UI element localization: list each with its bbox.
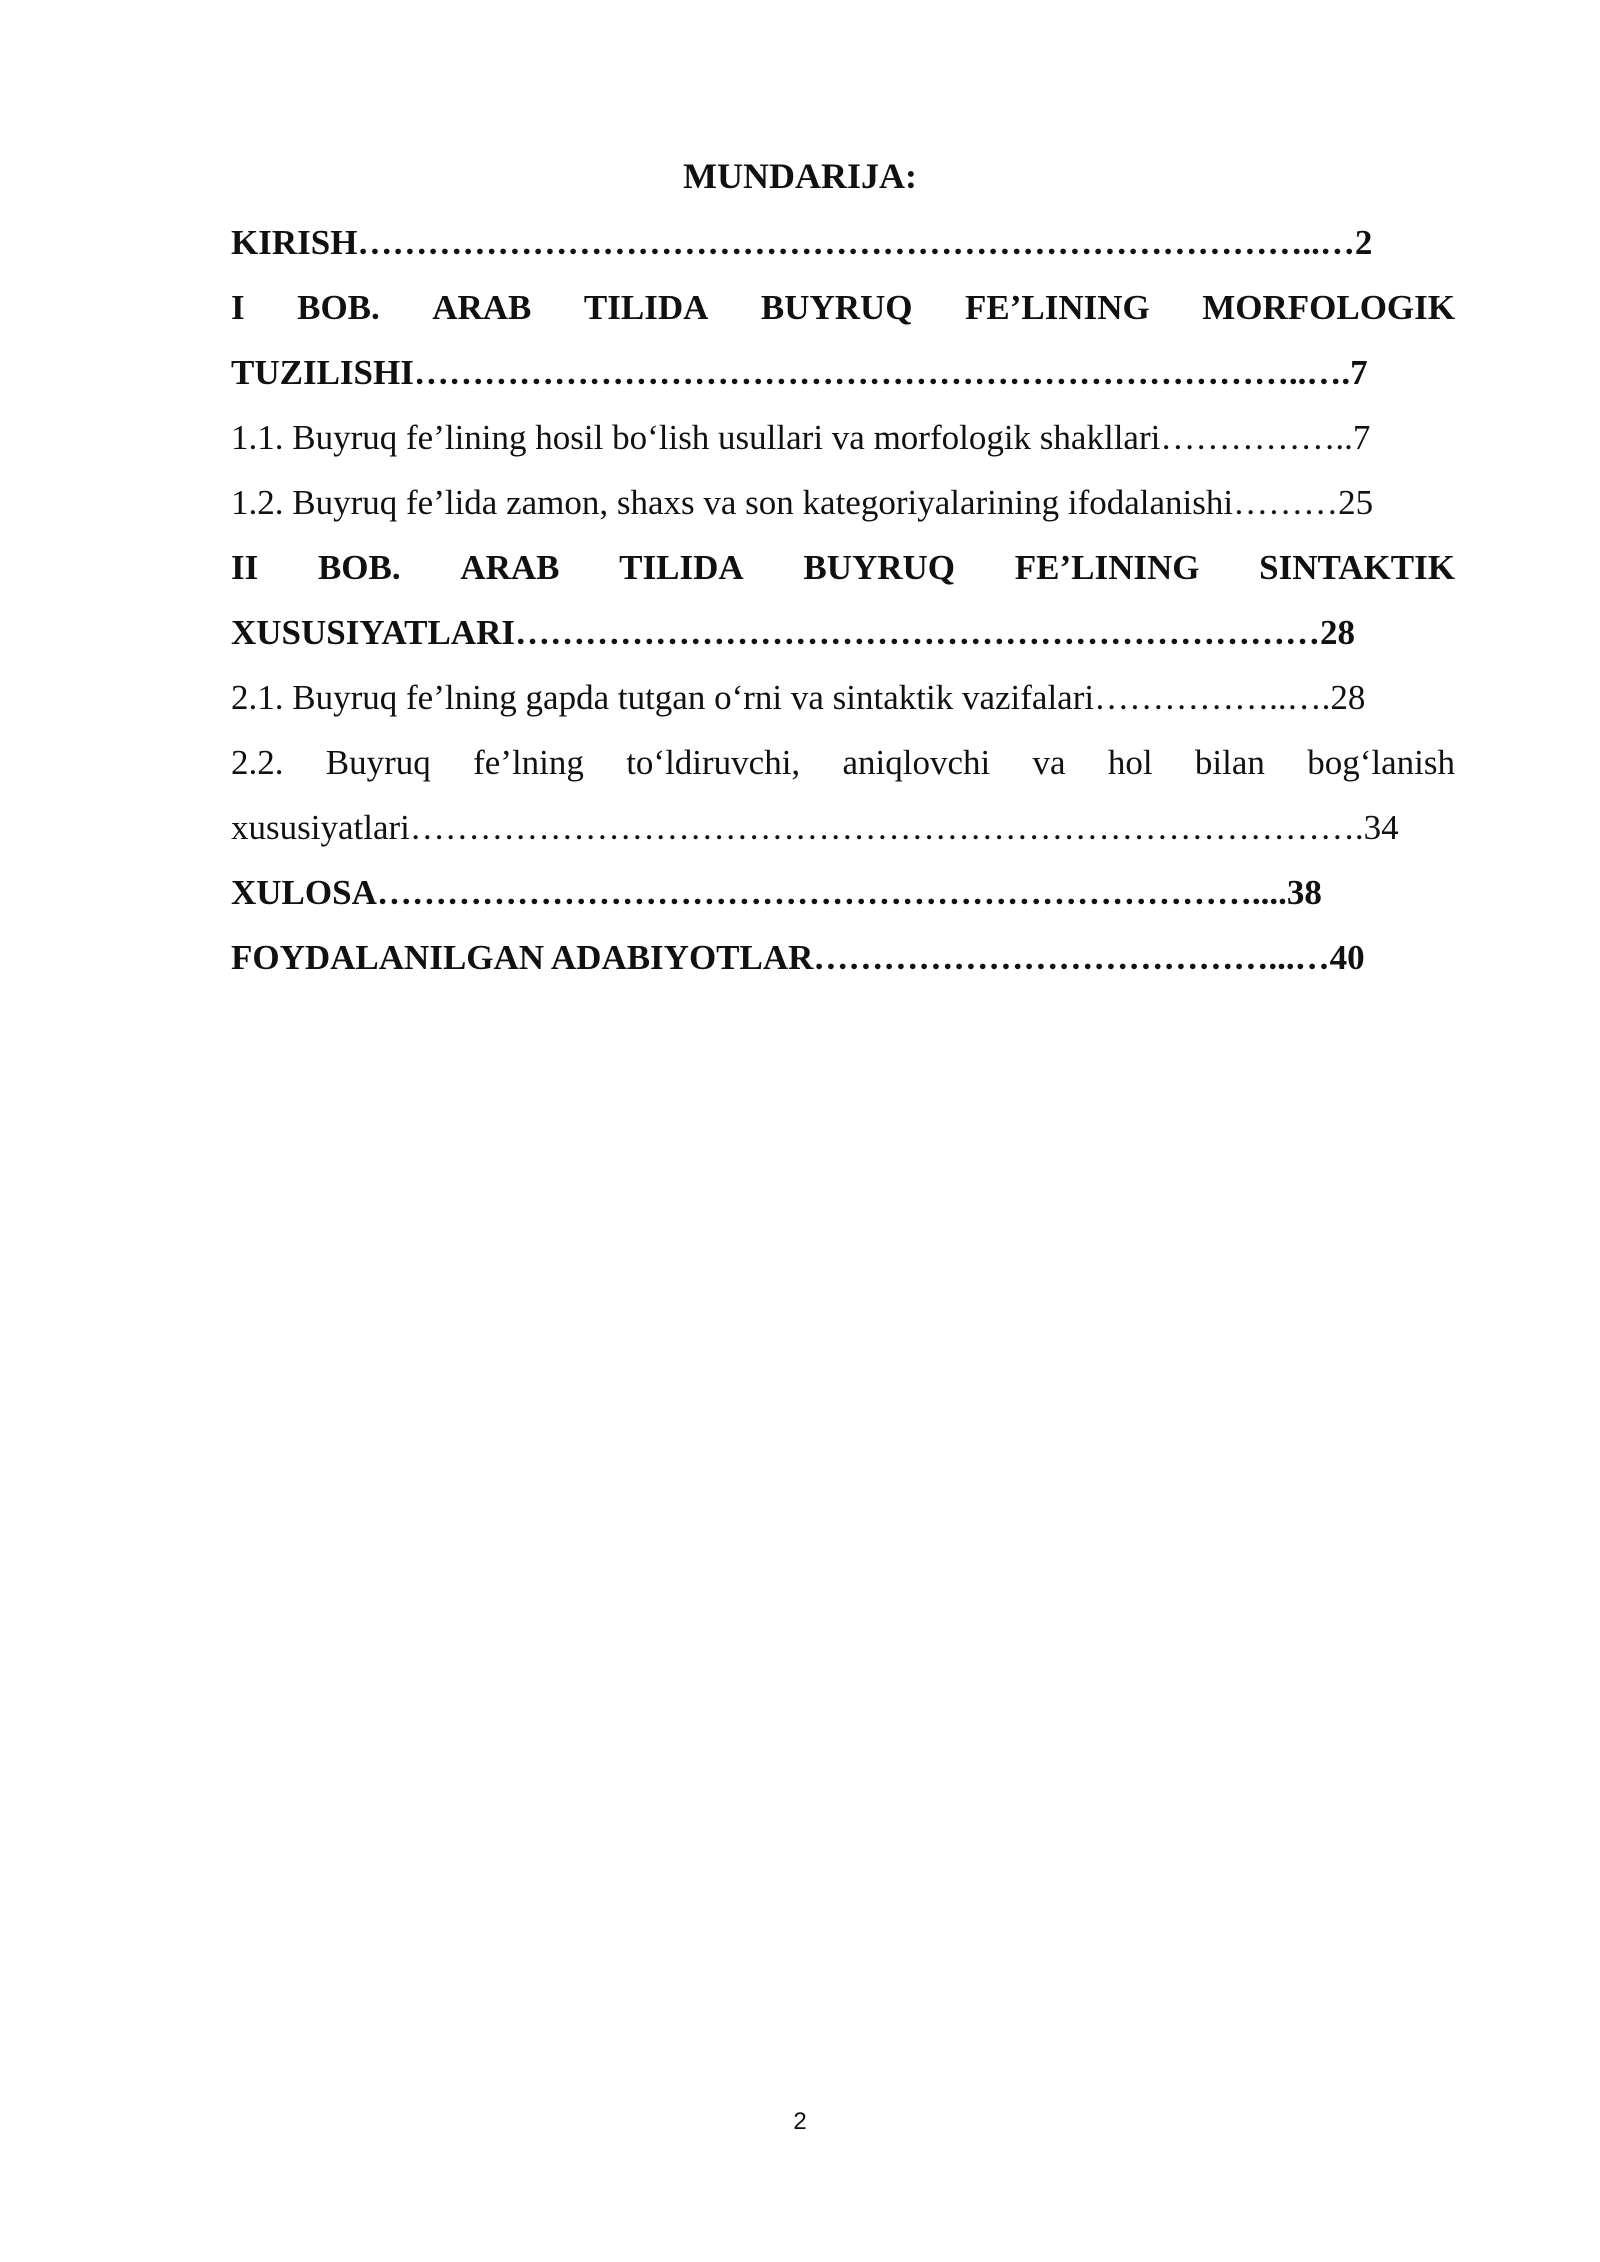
toc-word: fe’lning bbox=[473, 743, 584, 782]
toc-word: FE’LINING bbox=[965, 288, 1150, 327]
toc-entry-references: FOYDALANILGAN ADABIYOTLAR…………………………………...…40 bbox=[231, 938, 1365, 977]
toc-word: aniqlovchi bbox=[842, 743, 991, 782]
toc-entry-chapter-1-heading bbox=[231, 275, 1455, 340]
toc-word: TILIDA bbox=[619, 548, 744, 587]
toc-word: ARAB bbox=[432, 288, 532, 327]
toc-word: BUYRUQ bbox=[760, 288, 913, 327]
toc-entry-intro: KIRISH………………………………………………………………………..…2 bbox=[231, 223, 1373, 262]
toc-word: bilan bbox=[1194, 743, 1265, 782]
toc-word: BOB. bbox=[317, 548, 401, 587]
toc-entry-section-2-2-heading bbox=[231, 730, 1455, 795]
toc-entry-section-1-1: 1.1. Buyruq fe’lining hosil bo‘lish usullari va morfologik shakllari……………..7 bbox=[231, 418, 1371, 457]
table-of-contents bbox=[231, 210, 1455, 990]
toc-entry-section-1-2: 1.2. Buyruq fe’lida zamon, shaxs va son kategoriyalarining ifodalanishi………25 bbox=[231, 483, 1374, 522]
toc-word: SINTAKTIK bbox=[1259, 548, 1455, 587]
toc-entry-chapter-2-heading bbox=[231, 535, 1455, 600]
toc-word: hol bbox=[1107, 743, 1153, 782]
toc-word: FE’LINING bbox=[1014, 548, 1200, 587]
toc-title: MUNDARIJA: bbox=[683, 156, 917, 196]
toc-word: II bbox=[231, 548, 259, 587]
toc-word: to‘ldiruvchi, bbox=[626, 743, 801, 782]
toc-word: TILIDA bbox=[583, 288, 709, 327]
toc-word: va bbox=[1032, 743, 1066, 782]
toc-entry-conclusion: XULOSA…………………………………………………………………....38 bbox=[231, 873, 1322, 912]
toc-entry-chapter-2-tail: XUSUSIYATLARI……………………………………………………………28 bbox=[231, 613, 1355, 652]
toc-entry-chapter-1-tail: TUZILISHI…………………………………………………………………..….7 bbox=[231, 353, 1368, 392]
toc-word: I bbox=[231, 288, 245, 327]
page-number: 2 bbox=[793, 2108, 807, 2135]
toc-word: MORFOLOGIK bbox=[1202, 288, 1455, 327]
toc-word: BOB. bbox=[297, 288, 380, 327]
toc-word: 2.2. bbox=[231, 743, 284, 782]
toc-word: Buyruq bbox=[325, 743, 431, 782]
toc-word: bog‘lanish bbox=[1307, 743, 1455, 782]
toc-entry-section-2-2-tail: xususiyatlari……………………………………………………………………….34 bbox=[231, 808, 1399, 847]
toc-word: ARAB bbox=[460, 548, 560, 587]
toc-word: BUYRUQ bbox=[803, 548, 956, 587]
toc-entry-section-2-1: 2.1. Buyruq fe’lning gapda tutgan o‘rni va sintaktik vazifalari……………..….28 bbox=[231, 678, 1366, 717]
